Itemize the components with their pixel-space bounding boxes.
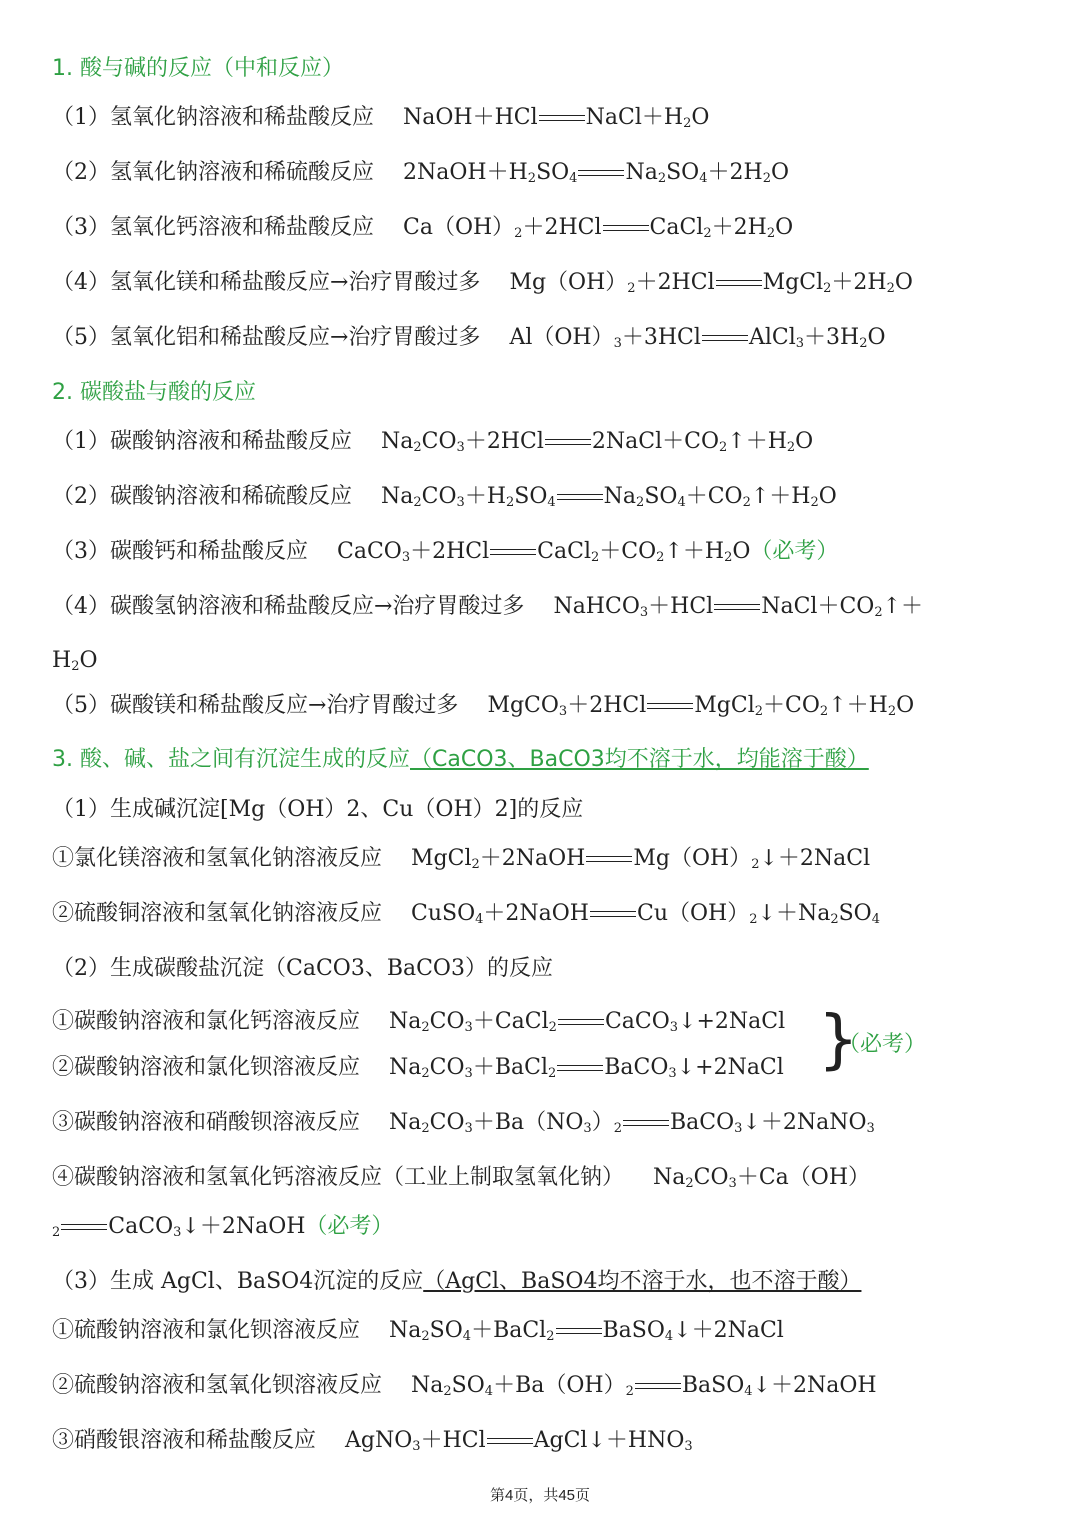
- reaction-line: [52, 482, 837, 512]
- reaction-line: [52, 1053, 784, 1083]
- reaction-line: [52, 844, 870, 874]
- reaction-label: ②硫酸钠溶液和氢氧化钡溶液反应: [52, 1373, 383, 1398]
- reaction-line: [52, 1108, 875, 1138]
- equation: $Mg(OH)_2+2HCl$ $MgCl_2+2H_2O$: [509, 270, 913, 296]
- reaction-label: （1）碳酸钠溶液和稀盐酸反应: [52, 429, 352, 454]
- equation: $Na_2CO_3+Ba(NO_3)_2$ BaCO$_3$↓＋2NaNO$_3$: [389, 1110, 875, 1136]
- subsection-2-heading: （2）生成碳酸盐沉淀（CaCO3、BaCO3）的反应: [52, 956, 553, 981]
- equation: $_2$ CaCO$_3$↓＋2NaOH: [52, 1214, 306, 1240]
- reaction-label: ③碳酸钠溶液和硝酸钡溶液反应: [52, 1110, 361, 1135]
- equation: CaCO$_3$＋2HCl $CaCl_2+CO_2↑+H_2O$: [337, 539, 751, 565]
- equation: MgCO$_3$＋2HCl $MgCl_2+CO_2↑+H_2O$: [487, 693, 915, 719]
- subsection-3-heading-text: （3）生成 AgCl、BaSO4沉淀的反应: [52, 1269, 424, 1294]
- reaction-label: （4）碳酸氢钠溶液和稀盐酸反应→治疗胃酸过多: [52, 594, 525, 619]
- reaction-line: [52, 158, 789, 188]
- reaction-line: [52, 1426, 693, 1456]
- subsection-3-heading-note: （AgCl、BaSO4均不溶于水，也不溶于酸）: [423, 1269, 862, 1294]
- reaction-line: [52, 1316, 784, 1346]
- equation: $Ca(OH)_2+2HCl$ $CaCl_2+2H_2O$: [403, 215, 794, 241]
- equation-continuation: [52, 1212, 393, 1242]
- reaction-line: [52, 1007, 785, 1037]
- subsection-1-heading: （1）生成碱沉淀[Mg（OH）2、Cu（OH）2]的反应: [52, 797, 584, 822]
- equation: $2NaOH+H_2SO_4$ $Na_2SO_4+2H_2O$: [403, 160, 790, 186]
- section-1-title: 1. 酸与碱的反应（中和反应）: [52, 56, 344, 81]
- equation: $Na_2CO_3+2HCl$ $2NaCl+CO_2↑+H_2O$: [381, 429, 814, 455]
- reaction-label: （4）氢氧化镁和稀盐酸反应→治疗胃酸过多: [52, 270, 481, 295]
- equation: NaOH＋HCl $NaCl+H_2O$: [403, 105, 710, 131]
- reaction-label: ②碳酸钠溶液和氯化钡溶液反应: [52, 1055, 361, 1080]
- right-brace-icon: }: [818, 1003, 859, 1077]
- reaction-line: [52, 323, 886, 353]
- reaction-label: ③硝酸银溶液和稀盐酸反应: [52, 1428, 317, 1453]
- equation: $Na_2CO_3+CaCl_2$ CaCO$_3$↓+2NaCl: [389, 1009, 786, 1035]
- must-test-note: （必考）: [838, 1032, 927, 1057]
- reaction-label: （2）氢氧化钠溶液和稀硫酸反应: [52, 160, 374, 185]
- reaction-line: [52, 1371, 877, 1401]
- reaction-label: （2）碳酸钠溶液和稀硫酸反应: [52, 484, 352, 509]
- reaction-line: [52, 592, 923, 622]
- section-2-title: 2. 碳酸盐与酸的反应: [52, 380, 256, 405]
- reaction-label: （5）碳酸镁和稀盐酸反应→治疗胃酸过多: [52, 693, 459, 718]
- reaction-line: [52, 103, 709, 133]
- must-test-note: （必考）: [305, 1214, 394, 1239]
- equation: MgCl$_2$＋2NaOH $Mg(OH)_2↓+2NaCl$: [411, 846, 871, 872]
- reaction-line: [52, 268, 913, 298]
- reaction-line: [52, 1163, 870, 1193]
- reaction-label: ②硫酸铜溶液和氢氧化钠溶液反应: [52, 901, 383, 926]
- equation: $Na_2CO_3+Ca(OH)$: [653, 1165, 870, 1191]
- equation-continuation: $H_2O$: [52, 648, 98, 674]
- must-test-note: （必考）: [750, 539, 839, 564]
- reaction-label: ①碳酸钠溶液和氯化钙溶液反应: [52, 1009, 361, 1034]
- reaction-label: ①氯化镁溶液和氢氧化钠溶液反应: [52, 846, 383, 871]
- section-3-title-note: （CaCO3、BaCO3均不溶于水，均能溶于酸）: [410, 747, 869, 772]
- reaction-label: （3）氢氧化钙溶液和稀盐酸反应: [52, 215, 374, 240]
- equation: AgNO$_3$＋HCl $AgCl↓+HNO_3$: [345, 1428, 693, 1454]
- equation: NaHCO$_3$＋HCl $NaCl+CO_2↑+$: [553, 594, 924, 620]
- subsection-3-heading: [52, 1267, 861, 1297]
- equation: CuSO$_4$＋2NaOH $Cu(OH)_2↓+Na_2SO_4$: [411, 901, 880, 927]
- equation: $Na_2CO_3+BaCl_2$ BaCO$_3$↓+2NaCl: [389, 1055, 784, 1081]
- reaction-line: [52, 427, 813, 457]
- section-3-title-text: 3. 酸、碱、盐之间有沉淀生成的反应: [52, 747, 410, 772]
- reaction-label: ④碳酸钠溶液和氢氧化钙溶液反应（工业上制取氢氧化钠）: [52, 1165, 625, 1190]
- reaction-line: [52, 899, 880, 929]
- reaction-line: [52, 691, 914, 721]
- equation: $Al(OH)_3+3HCl$ $AlCl_3+3H_2O$: [509, 325, 886, 351]
- page-number: 第4页，共45页: [489, 1487, 591, 1504]
- equation: $Na_2SO_4+Ba(OH)_2$ BaSO$_4$↓＋2NaOH: [411, 1373, 877, 1399]
- reaction-label: （3）碳酸钙和稀盐酸反应: [52, 539, 308, 564]
- reaction-label: （5）氢氧化铝和稀盐酸反应→治疗胃酸过多: [52, 325, 481, 350]
- section-3-title: [52, 745, 869, 775]
- reaction-line: [52, 213, 793, 243]
- equation: $Na_2SO_4+BaCl_2$ BaSO$_4$↓＋2NaCl: [389, 1318, 784, 1344]
- equation: $Na_2CO_3+H_2SO_4$ $Na_2SO_4+CO_2↑+H_2O$: [381, 484, 837, 510]
- reaction-label: ①硫酸钠溶液和氯化钡溶液反应: [52, 1318, 361, 1343]
- reaction-line: [52, 537, 838, 567]
- reaction-label: （1）氢氧化钠溶液和稀盐酸反应: [52, 105, 374, 130]
